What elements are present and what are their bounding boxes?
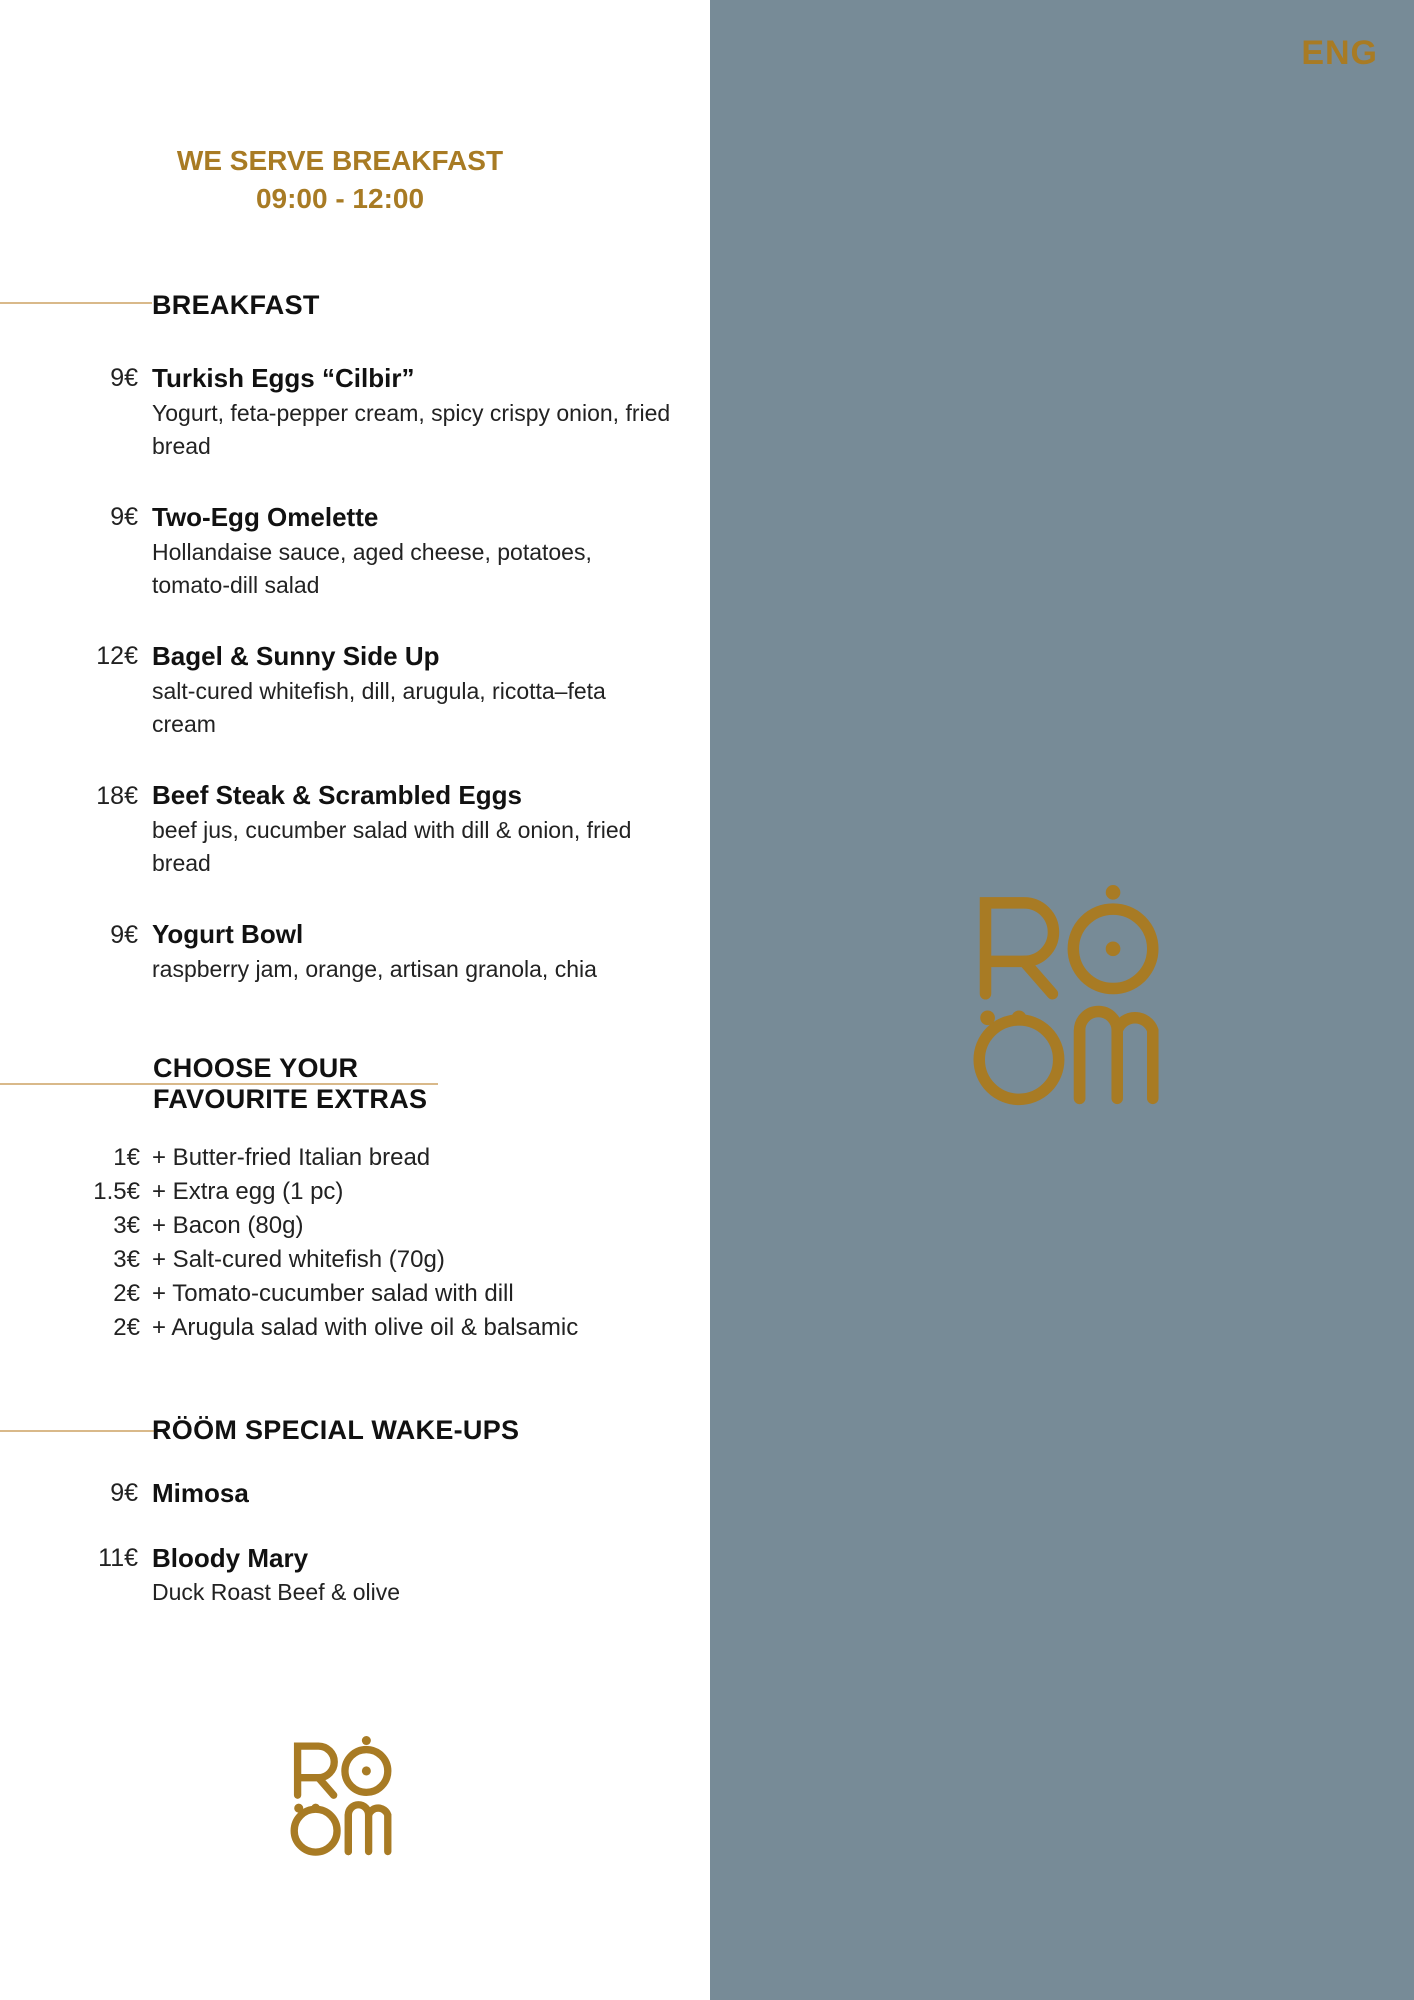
extras-heading-line: FAVOURITE EXTRAS	[153, 1084, 428, 1114]
serving-hours-title: WE SERVE BREAKFAST	[176, 145, 504, 176]
extras-heading-line: CHOOSE YOUR	[153, 1053, 359, 1083]
extra-price: 3€	[113, 1212, 140, 1239]
item-description: raspberry jam, orange, artisan granola, chia	[152, 956, 597, 982]
serving-hours	[140, 142, 540, 218]
item-description: beef jus, cucumber salad with dill & onion, fried bread	[152, 817, 632, 876]
item-name: Turkish Eggs “Cilbir”	[152, 363, 415, 393]
item-name: Bloody Mary	[152, 1543, 309, 1573]
item-price: 9€	[110, 1479, 138, 1507]
room-logo-small-icon	[286, 1736, 396, 1860]
extra-price: 1€	[113, 1144, 140, 1171]
section-heading-extras	[153, 1053, 427, 1115]
serving-hours-time: 09:00 - 12:00	[255, 183, 425, 214]
extra-price: 3€	[113, 1246, 140, 1273]
section-divider	[0, 1430, 160, 1432]
item-name: Two-Egg Omelette	[152, 502, 379, 532]
item-price: 9€	[110, 364, 138, 392]
section-heading-wakeups: RÖÖM SPECIAL WAKE-UPS	[152, 1415, 520, 1445]
section-heading-breakfast: BREAKFAST	[152, 290, 320, 320]
extra-label: + Bacon (80g)	[152, 1212, 304, 1239]
brand-panel	[710, 0, 1414, 2000]
item-description: Duck Roast Beef & olive	[152, 1579, 401, 1605]
item-name: Beef Steak & Scrambled Eggs	[152, 780, 522, 810]
extra-label: + Arugula salad with olive oil & balsamic	[152, 1314, 579, 1341]
extra-price: 1.5€	[93, 1178, 140, 1205]
language-label[interactable]: ENG	[1301, 34, 1378, 72]
section-divider	[0, 302, 152, 304]
item-description: Hollandaise sauce, aged cheese, potatoes, tomato-dill salad	[152, 539, 592, 598]
extra-label: + Salt-cured whitefish (70g)	[152, 1246, 445, 1273]
item-price: 9€	[110, 503, 138, 531]
item-price: 18€	[96, 782, 138, 810]
room-logo-large-icon	[966, 884, 1166, 1114]
item-name: Bagel & Sunny Side Up	[152, 641, 440, 671]
item-description: Yogurt, feta-pepper cream, spicy crispy onion, fried bread	[152, 400, 671, 459]
item-price: 12€	[96, 642, 138, 670]
item-description: salt-cured whitefish, dill, arugula, ricotta–feta cream	[152, 678, 606, 737]
item-price: 9€	[110, 921, 138, 949]
item-name: Mimosa	[152, 1478, 249, 1508]
extra-label: + Tomato-cucumber salad with dill	[152, 1280, 514, 1307]
extra-label: + Extra egg (1 pc)	[152, 1178, 344, 1205]
item-name: Yogurt Bowl	[152, 919, 304, 949]
extra-price: 2€	[113, 1280, 140, 1307]
extra-label: + Butter-fried Italian bread	[152, 1144, 431, 1171]
item-price: 11€	[98, 1544, 138, 1572]
extra-price: 2€	[113, 1314, 140, 1341]
